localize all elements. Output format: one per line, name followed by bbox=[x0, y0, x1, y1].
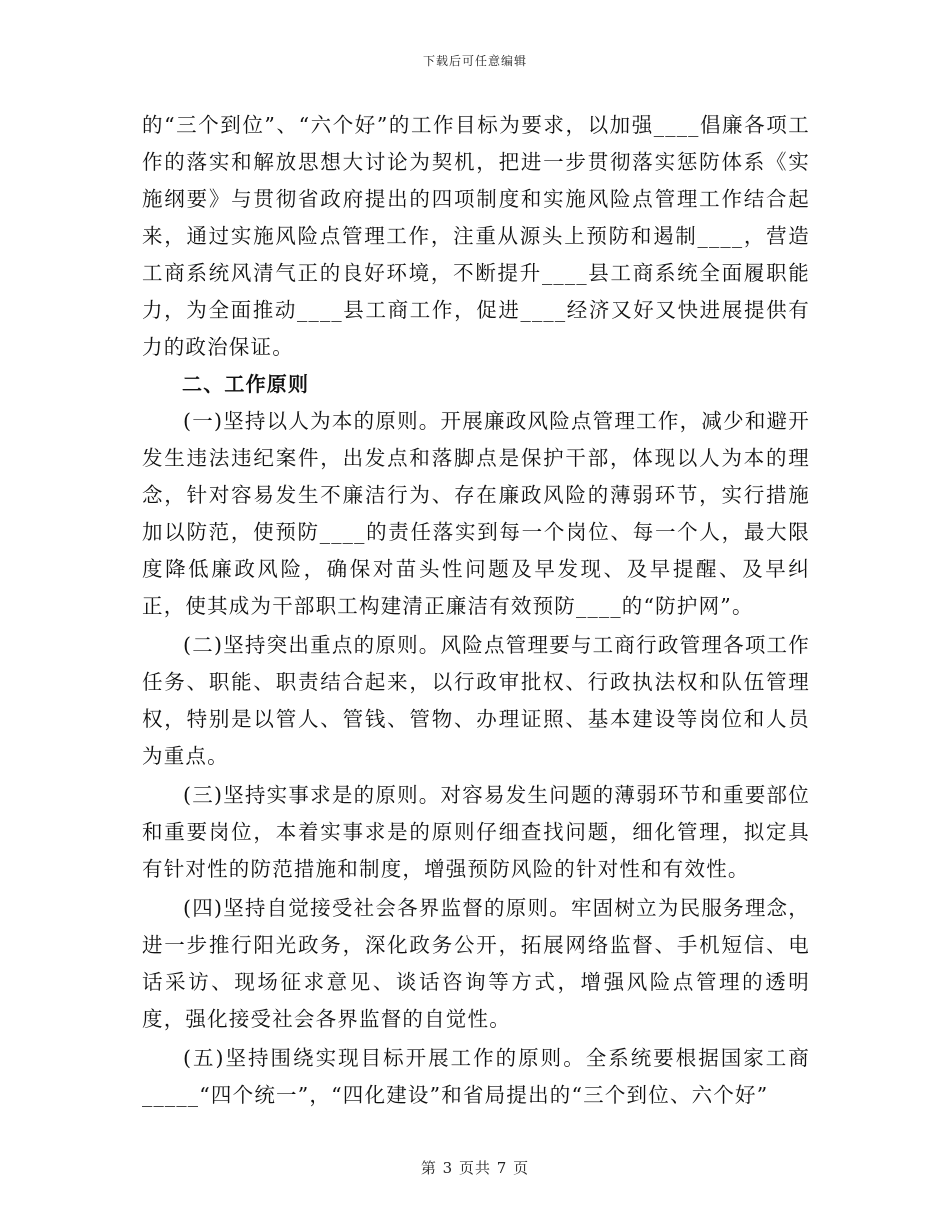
paragraph-principle-3: (三)坚持实事求是的原则。对容易发生问题的薄弱环节和重要部位和重要岗位，本着实事求是的原则仔细查找问题，细化管理，拟定具有针对性的防范措施和制度，增强预防风险的针对性和有效性。 bbox=[142, 783, 810, 881]
paragraph-principle-5: (五)坚持围绕实现目标开展工作的原则。全系统要根据国家工商_____“四个统一”，“四化建设”和省局提出的“三个到位、六个好” bbox=[142, 1046, 810, 1107]
section-heading: 二、工作原则 bbox=[182, 372, 310, 396]
paragraph-principle-4: (四)坚持自觉接受社会各界监督的原则。牢固树立为民服务理念，进一步推行阳光政务，深化政务公开，拓展网络监督、手机短信、电话采访、现场征求意见、谈话咨询等方式，增强风险点管理的透明度，强化接受社会各界监督的自觉性。 bbox=[142, 896, 810, 1031]
document-body bbox=[142, 107, 810, 1114]
page-header-note: 下载后可任意编辑 bbox=[422, 54, 527, 68]
paragraph-continued: 的“三个到位”、“六个好”的工作目标为要求，以加强____倡廉各项工作的落实和解放思想大讨论为契机，把进一步贯彻落实惩防体系《实施纲要》与贯彻省政府提出的四项制度和实施风险点管理工作结合起来，通过实施风险点管理工作，注重从源头上预防和遏制____，营造工商系统风清气正的良好环境，不断提升____县工商系统全面履职能力，为全面推动____县工商工作，促进____经济又好又快进展提供有力的政治保证。 bbox=[142, 113, 810, 359]
paragraph-principle-2: (二)坚持突出重点的原则。风险点管理要与工商行政管理各项工作任务、职能、职责结合起来，以行政审批权、行政执法权和队伍管理权，特别是以管人、管钱、管物、办理证照、基本建设等岗位和人员为重点。 bbox=[142, 633, 810, 768]
paragraph-principle-1: (一)坚持以人为本的原则。开展廉政风险点管理工作，减少和避开发生违法违纪案件，出发点和落脚点是保护干部，体现以人为本的理念，针对容易发生不廉洁行为、存在廉政风险的薄弱环节，实行措施加以防范，使预防____的责任落实到每一个岗位、每一个人，最大限度降低廉政风险，确保对苗头性问题及早发现、及早提醒、及早纠正，使其成为干部职工构建清正廉洁有效预防____的“防护网”。 bbox=[142, 409, 810, 618]
page-number: 第 3 页共 7 页 bbox=[420, 1159, 530, 1177]
